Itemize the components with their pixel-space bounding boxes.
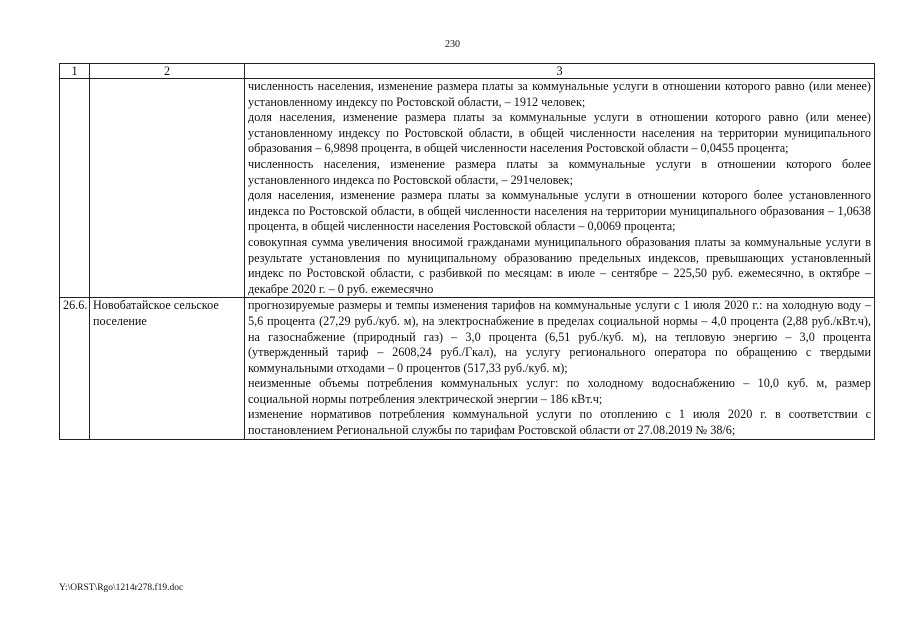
paragraph: совокупная сумма увеличения вносимой гражданами муниципального образования платы за коммунальные услуги в результате установления по муниципальному образованию предельных индексов, превышающих установленный индекс по Ростовской области, с разбивкой по месяцам: в июле – сентябре – 225,50 руб. ежемесячно, в октябре – декабре 2020 г. – 0 руб. ежемесячно bbox=[248, 234, 871, 296]
paragraph: численность населения, изменение размера платы за коммунальные услуги в отношении которого равно (или менее) установленному индексу по Ростовской области, – 1912 человек; bbox=[248, 79, 871, 109]
page-number: 230 bbox=[445, 39, 460, 50]
paragraph: доля населения, изменение размера платы за коммунальные услуги в отношении которого равно (или менее) установленному индексу по Ростовской области, в общей численности населения на территории муниципального образования – 6,9898 процента, в общей численности населения Ростовской области – 0,0455 процента; bbox=[248, 110, 871, 156]
document-table bbox=[59, 63, 875, 440]
row-name bbox=[90, 79, 245, 298]
table-row bbox=[60, 298, 875, 439]
paragraph: численность населения, изменение размера платы за коммунальные услуги в отношении которого более установленного индекса по Ростовской области, – 291человек; bbox=[248, 156, 871, 187]
paragraph: неизменные объемы потребления коммунальных услуг: по холодному водоснабжению – 10,0 куб. м, размер социальной нормы потребления электрической энергии – 186 кВт.ч; bbox=[248, 376, 871, 406]
paragraph: изменение нормативов потребления коммунальной услуги по отоплению с 1 июля 2020 г. в соответствии с постановлением Региональной службы по тарифам Ростовской области от 27.08.2019 № 38/6; bbox=[248, 407, 871, 438]
paragraph: доля населения, изменение размера платы за коммунальные услуги в отношении которого более установленного индекса по Ростовской области, в общей численности населения на территории муниципального образования – 1,0638 процента, в общей численности населения Ростовской области – 0,0069 процента; bbox=[248, 188, 871, 234]
row-name: Новобатайское сельское поселение bbox=[90, 298, 245, 439]
table-row bbox=[60, 79, 875, 298]
row-number: 26.6. bbox=[60, 298, 90, 439]
row-content bbox=[245, 298, 875, 439]
header-col-2: 2 bbox=[90, 64, 245, 79]
row-content bbox=[245, 79, 875, 298]
paragraph: прогнозируемые размеры и темпы изменения тарифов на коммунальные услуги с 1 июля 2020 г.: на холодную воду – 5,6 процента (27,29 руб./куб. м), на электроснабжение в пределах социальной нормы – 4,0 процента (2,88 руб./кВт.ч), на газоснабжение (природный газ) – 3,0 процента (6,51 руб./куб. м), на тепловую энергию – 3,0 процента (утвержденный тариф – 2608,24 руб./Гкал), на услугу регионального оператора по обращению с твердыми коммунальными отходами – 0 процентов (517,33 руб./куб. м); bbox=[248, 298, 871, 375]
header-col-3: 3 bbox=[245, 64, 875, 79]
header-col-1: 1 bbox=[60, 64, 90, 79]
row-number bbox=[60, 79, 90, 298]
header-row bbox=[60, 64, 875, 79]
footer-file-path: Y:\ORST\Rgo\1214r278.f19.doc bbox=[59, 583, 184, 593]
